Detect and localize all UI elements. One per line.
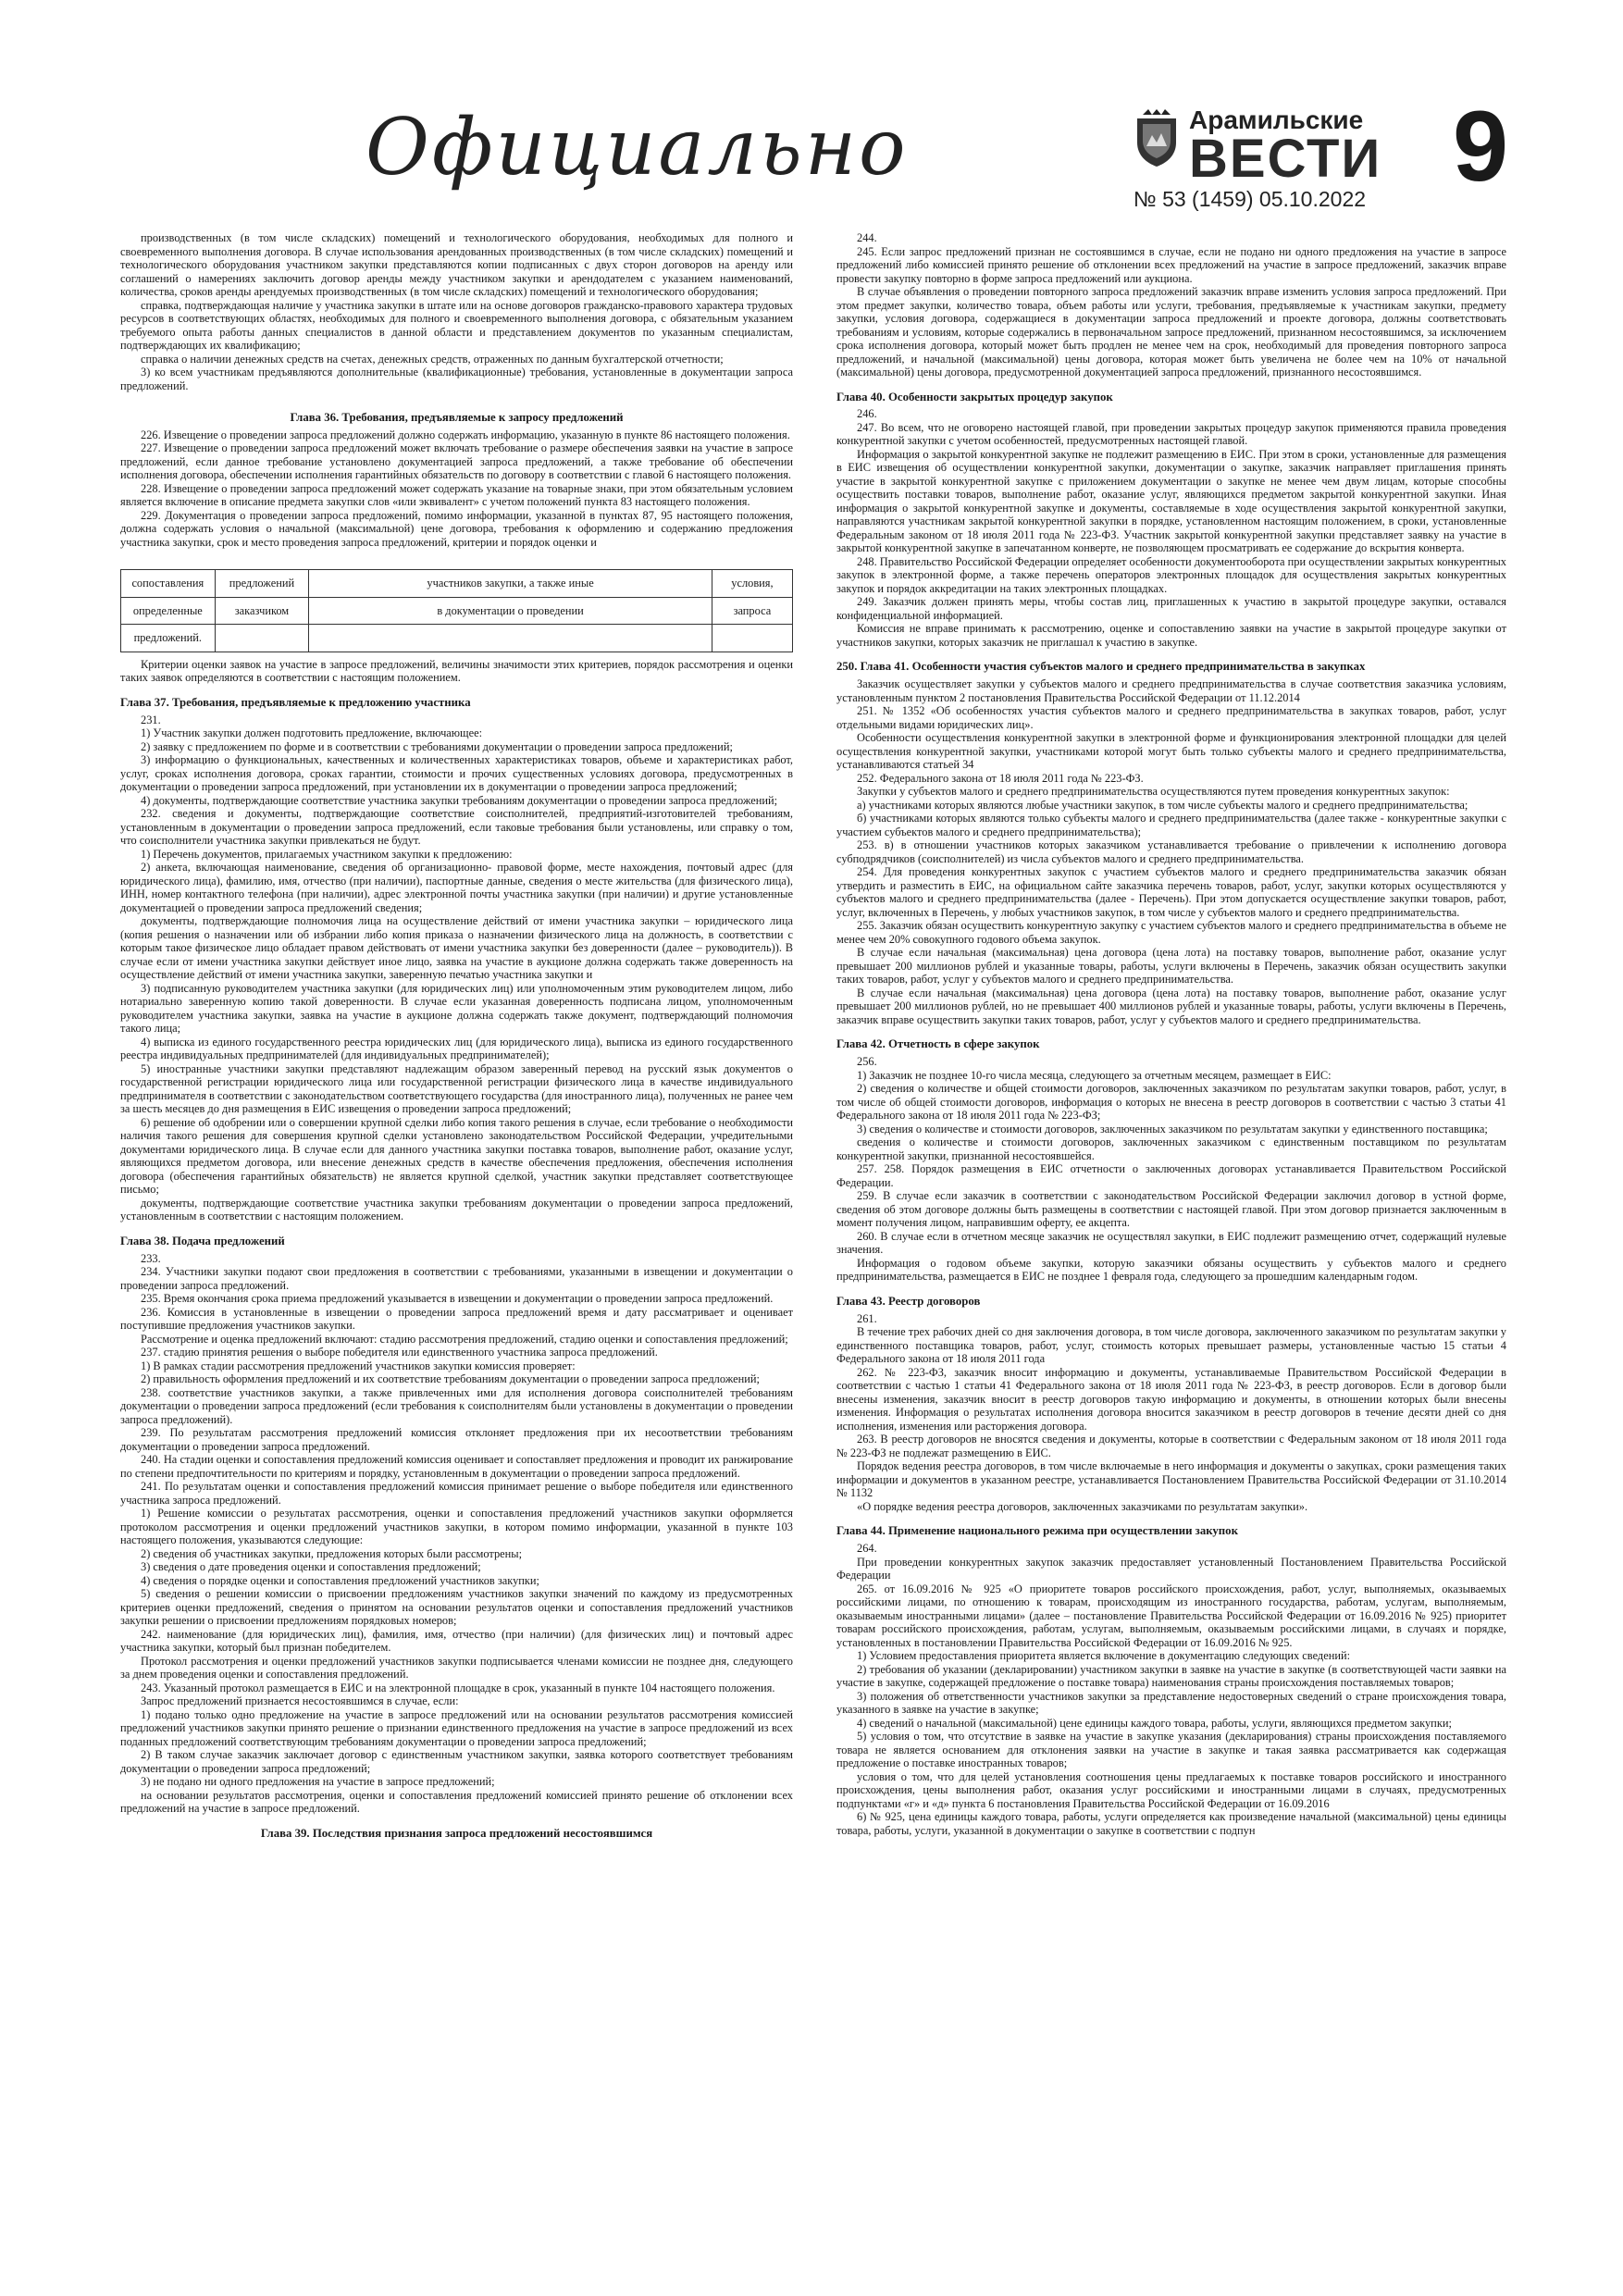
paragraph: 259. В случае если заказчик в соответствии с законодательством Российской Федерации заключил договор в устной форме, сведения об этом договоре должны быть размещены в соответствии с настоящей главой. При этом договор признается заключенным в момент получения лицом, направившим оферту, ее акцепта. — [836, 1189, 1506, 1230]
paragraph: 253. в) в отношении участников которых заказчиком устанавливается требование о привлечении к исполнению договора субподрядчиков (соисполнителей) из числа субъектов малого и среднего предпринимательства. — [836, 838, 1506, 865]
right-column — [836, 231, 1506, 2277]
chapter-44-heading: Глава 44. Применение национального режима при осуществлении закупок — [836, 1524, 1238, 1538]
paragraph: 251. № 1352 «Об особенностях участия субъектов малого и среднего предпринимательства в закупках товаров, работ, услуг отдельными видами юридических лиц». — [836, 704, 1506, 731]
chapter-43-body — [836, 1312, 1506, 1514]
chapter-43-heading: Глава 43. Реестр договоров — [836, 1294, 981, 1308]
table-cell: запроса — [712, 597, 792, 625]
coat-of-arms-icon — [1134, 109, 1180, 167]
paragraph: 238. соответствие участников закупки, а также привлеченных ими для исполнения договора соисполнителей требованиям документации о проведении запроса предложений (если требования к соисполнителям были установлены в документации о проведении запроса предложений). — [120, 1385, 793, 1426]
chapter-40-heading: Глава 40. Особенности закрытых процедур закупок — [836, 390, 1113, 403]
paragraph: 254. Для проведения конкурентных закупок с участием субъектов малого и среднего предпринимательства заказчик обязан утвердить и разместить в ЕИС, на официальном сайте заказчика перечень товаров, работ, услуг, закупки которых осуществляются у субъектов малого и среднего предпринимательства (далее - Перечень). При этом допускается осуществление закупки товаров, работ, услуг, включенных в Перечень, у любых участников закупок, в том числе у субъектов малого и среднего предпринимательства. — [836, 865, 1506, 919]
table-row — [121, 597, 793, 625]
paragraph: 239. По результатам рассмотрения предложений комиссия отклоняет предложения при их несоответствии требованиям документации о проведении запроса предложений. — [120, 1426, 793, 1453]
left-column — [120, 231, 793, 2277]
paragraph: 4) сведений о начальной (максимальной) цене единицы каждого товара, работы, услуги, являющихся предметом закупки; — [857, 1716, 1452, 1730]
table-row — [121, 625, 793, 652]
paragraph: на основании результатов рассмотрения, оценки и сопоставления предложений комиссией принято решение об отклонении всех предложений на участие в запросе предложений. — [120, 1788, 793, 1816]
table-cell: предложений — [215, 570, 309, 598]
paragraph: 3) не подано ни одного предложения на участие в запросе предложений; — [141, 1775, 495, 1789]
paragraph: 257. 258. Порядок размещения в ЕИС отчетности о заключенных договорах устанавливается Правительством Российской Федерации. — [836, 1162, 1506, 1189]
paragraph: документы, подтверждающие соответствие участника закупки требованиям документации о проведении запроса предложений, установленным в соответствии с настоящим положением. — [120, 1196, 793, 1223]
paragraph: 2) В таком случае заказчик заключает договор с единственным участником закупки, заявка которого соответствует требованиям документации о проведении запроса предложений; — [120, 1748, 793, 1775]
paragraph: 3) сведения о количестве и стоимости договоров, заключенных заказчиком по результатам закупки у единственного поставщика; — [857, 1122, 1488, 1136]
paragraph: 1) Участник закупки должен подготовить предложение, включающее: — [141, 726, 483, 740]
paragraph: 1) Условием предоставления приоритета является включение в документацию следующих сведений: — [857, 1649, 1351, 1663]
paragraph: 4) выписка из единого государственного реестра юридических лиц (для юридического лица), выписка из единого государственного реестра индивидуальных предпринимателей (для индивидуальных предпринимателей); — [120, 1035, 793, 1062]
paragraph: 3) подписанную руководителем участника закупки (для юридических лиц) или уполномоченным этим руководителем лицом, либо нотариально заверенную копию такой доверенности. В случае если указанная доверенность подписана лицом, уполномоченным руководителем участника закупки, заявка на участие в аукционе должна содержать также документ, подтверждающий полномочия такого лица; — [120, 981, 793, 1036]
table-cell — [309, 625, 712, 652]
newspaper-logo — [1134, 102, 1411, 231]
paragraph: 2) сведения об участниках закупки, предложения которых были рассмотрены; — [141, 1546, 523, 1560]
paragraph: Запрос предложений признается несостоявшимся в случае, если: — [141, 1694, 459, 1708]
masthead — [0, 0, 1623, 231]
paragraph: 252. Федерального закона от 18 июля 2011 года № 223-ФЗ. — [857, 771, 1144, 785]
chapter-42-heading: Глава 42. Отчетность в сфере закупок — [836, 1037, 1040, 1051]
paragraph: 249. Заказчик должен принять меры, чтобы состав лиц, приглашенных к участию в закрытой процедуре закупки, оставался конфиденциальной информацией. — [836, 595, 1506, 622]
paragraph: 233. — [141, 1251, 161, 1265]
paragraph: 1) Решение комиссии о результатах рассмотрения, оценки и сопоставления предложений участников закупки оформляется протоколом рассмотрения и оценки предложений участников закупки, в котором помимо информации, указанной в пункте 103 настоящего положения, указываются следующие: — [120, 1507, 793, 1547]
paragraph: 2) требования об указании (декларировании) участником закупки в заявке на участие в закупке (в соответствующей части заявки на участие в закупке, содержащей предложение о поставке товара) наименования страны происхождения поставляемых товаров; — [836, 1662, 1506, 1690]
paragraph: 6) решение об одобрении или о совершении крупной сделки либо копия такого решения в случае, если требование о необходимости наличия такого решения для совершения крупной сделки установлено законодательством Российской Федерации, учредительными документами юридического лица. В случае если для данного участника закупки поставка товаров, выполнение работ, оказание услуг, являющихся предметом договора, или внесение денежных средств в качестве обеспечения предложения, обеспечения исполнения договора (обеспечения гарантийных обязательств) не является крупной сделкой, участник закупки представляет соответствующее письмо; — [120, 1115, 793, 1197]
table-cell — [215, 625, 309, 652]
paragraph: Рассмотрение и оценка предложений включают: стадию рассмотрения предложений, стадию оценки и сопоставления предложений; — [141, 1332, 788, 1346]
paragraph: 246. — [857, 407, 877, 421]
paragraph: При проведении конкурентных закупок заказчик предоставляет установленный Постановлением Правительства Российской Федерации — [836, 1555, 1506, 1582]
page-number: 9 — [1453, 90, 1509, 202]
paragraph: б) участниками которых являются только субъекты малого и среднего предпринимательства (далее также - конкурентные закупки с участием субъектов малого и среднего предпринимательства); — [836, 812, 1506, 838]
chapter-44-body — [836, 1542, 1506, 1837]
paragraph: 243. Указанный протокол размещается в ЕИС и на электронной площадке в срок, указанный в пункте 104 настоящего положения. — [141, 1681, 775, 1694]
paragraph: справка о наличии денежных средств на счетах, денежных средств, отраженных по данным бухгалтерской отчетности; — [141, 352, 724, 366]
paragraph: 261. — [857, 1311, 877, 1325]
paragraph: 3) положения об ответственности участников закупки за представление недостоверных сведений о стране происхождения товара, указанного в заявке на участие в закупке; — [836, 1689, 1506, 1717]
paragraph: 226. Извещение о проведении запроса предложений должно содержать информацию, указанную в пункте 86 настоящего положения. — [141, 428, 790, 441]
paragraph: «О порядке ведения реестра договоров, заключенных заказчиками по результатам закупки». — [857, 1499, 1308, 1513]
paragraph: Комиссия не вправе принимать к рассмотрению, оценке и сопоставлению заявки на участие в закрытой процедуре закупки от участников закупки, которых заказчик не приглашал к участию в закупке. — [836, 622, 1506, 649]
chapter-39-heading: Глава 39. Последствия признания запроса предложений несостоявшимся — [260, 1826, 653, 1840]
paragraph: 247. Во всем, что не оговорено настоящей главой, при проведении закрытых процедур закупок применяются правила проведения конкурентной закупки с учетом особенностей, предусмотренных настоящей главой. — [836, 420, 1506, 448]
paragraph: 264. — [857, 1542, 877, 1556]
issue-number-date: № 53 (1459) 05.10.2022 — [1134, 187, 1367, 211]
paragraph: 6) № 925, цена единицы каждого товара, работы, услуги определяется как произведение начальной (максимальной) цены единицы товара, работы, услуги, указанной в документации о закупке в соответствии с подпун — [836, 1810, 1506, 1837]
paragraph: 5) иностранные участники закупки представляют надлежащим образом заверенный перевод на русский язык документов о государственной регистрации юридического лица или государственной регистрации физического лица в качестве индивидуального предпринимателя в соответствии с законодательством соответствующего государства (для иностранного лица), полученных не ранее чем за шесть месяцев до дня размещения в ЕИС извещения о проведении запроса предложений; — [120, 1061, 793, 1116]
paragraph: 3) ко всем участникам предъявляются дополнительные (квалификационные) требования, установленные в документации запроса предложений. — [120, 366, 793, 392]
paragraph: а) участниками которых являются любые участники закупок, в том числе субъекты малого и среднего предпринимательства; — [857, 798, 1468, 812]
paragraph: 244. — [857, 231, 877, 244]
paragraph: 263. В реестр договоров не вносятся сведения и документы, которые в соответствии с Федеральным законом от 18 июля 2011 года № 223-ФЗ не подлежат размещению в ЕИС. — [836, 1433, 1506, 1459]
table-cell: определенные — [121, 597, 216, 625]
paragraph: 241. По результатам оценки и сопоставления предложений комиссия принимает решение о выборе победителя или единственного участника запроса предложений. — [120, 1480, 793, 1507]
paragraph: 4) документы, подтверждающие соответствие участника закупки требованиям документации о проведении запроса предложений; — [141, 793, 778, 807]
chapter-38-heading: Глава 38. Подача предложений — [120, 1234, 285, 1247]
paragraph: 227. Извещение о проведении запроса предложений может включать требование о размере обеспечения заявки на участие в запросе предложений, если данное требование установлено документацией запроса предложений, а также требование об обеспечении исполнения договора, обеспечении исполнения гарантийных обязательств по договору в соответствии с главой 6 настоящего положения. — [120, 441, 793, 482]
paragraph: 232. сведения и документы, подтверждающие соответствие соисполнителей, предприятий-изготовителей требованиям, установленным в документации о проведении запроса предложений, если таковые требования были установлены, или справку о том, что соисполнители участника закупки привлекаться не будут. — [120, 807, 793, 848]
paragraph: 265. от 16.09.2016 № 925 «О приоритете товаров российского происхождения, работ, услуг, выполняемых, оказываемых российскими лицами, по отношению к товарам, происходящим из иностранного государства, работам, услугам, выполняемым, оказываемым иностранными лицами» (далее – постановление Правительства Российской Федерации от 16.09.2016 № 925) приоритет товарам российского происхождения, работам, услугам, выполняемым, оказываемым российскими лицами, в случаях и порядке, установленных в постановлении Правительства Российской Федерации от 16.09.2016 № 925. — [836, 1582, 1506, 1649]
paragraph: 1) Перечень документов, прилагаемых участником закупки к предложению: — [141, 847, 513, 861]
right-intro — [836, 231, 1506, 379]
chapter-37-body — [120, 714, 793, 1223]
paragraph: 1) В рамках стадии рассмотрения предложений участников закупки комиссия проверяет: — [141, 1359, 576, 1372]
paragraph: 228. Извещение о проведении запроса предложений может содержать указание на товарные знаки, при этом обязательным условием является включение в описание предмета закупки слов «или эквивалент» с учетом положений пункта 83 настоящего положения. — [120, 481, 793, 509]
table-cell — [712, 625, 792, 652]
left-intro — [120, 231, 793, 392]
table-cell: сопоставления — [121, 570, 216, 598]
paragraph: Информация о закрытой конкурентной закупке не подлежит размещению в ЕИС. При этом в сроки, установленные для размещения в ЕИС извещения об осуществлении конкурентной закупки, документации о закупке, заказчик направляет приглашения принять участие в закрытой конкурентной закупке с приложением документации о закупке не менее чем двум лицам, которые способны осуществить поставки товаров, выполнение работ, оказание услуг, являющихся предметом закрытой конкурентной закупки. Иная информация о закрытой конкурентной закупке и документы, составляемые в ходе осуществления закрытой конкурентной закупки, направляются участникам закрытой конкурентной закупки в порядке, установленном настоящим положением, в сроки, установленные Федеральным законом от 18 июля 2011 года № 223-ФЗ. Участник закрытой конкурентной закупки представляет заявку на участие в закрытой конкурентной закупке в запечатанном конверте, не позволяющем просматривать ее содержание до вскрытия конверта. — [836, 447, 1506, 555]
paragraph: 234. Участники закупки подают свои предложения в соответствии с требованиями, указанными в извещении и документации о проведении запроса предложений. — [120, 1265, 793, 1292]
paragraph: производственных (в том числе складских) помещений и технологического оборудования, необходимых для полного и своевременного выполнения договора. В случае использования арендованных производственных (в том числе складских) помещений и технологического оборудования участником закупки представляются копии подписанных с двух сторон договоров на аренду или соглашений о намерениях заключить договор аренды между участником закупки и арендодателем с указанием наименований, количества, сроков аренды арендуемых производственных (в том числе складских) помещений и технологического оборудования; — [120, 231, 793, 298]
paragraph: документы, подтверждающие полномочия лица на осуществление действий от имени участника закупки – юридического лица (копия решения о назначении или об избрании либо копия приказа о назначении физического лица на должность, в соответствии с которым такое физическое лицо обладает правом действовать от имени участника закупки без доверенности (далее – руководитель)). В случае если от имени участника закупки действует иное лицо, заявка на участие в аукционе должна содержать также доверенность на осуществление действий от имени участника закупки, заверенную печатью участника закупки и — [120, 914, 793, 982]
table-cell: участников закупки, а также иные — [309, 570, 712, 598]
paragraph: 255. Заказчик обязан осуществить конкурентную закупку с участием субъектов малого и среднего предпринимательства в объеме не менее чем 20% совокупного годового объема закупок. — [836, 919, 1506, 946]
chapter-37-heading: Глава 37. Требования, предъявляемые к предложению участника — [120, 695, 471, 709]
chapter-36-body — [120, 428, 793, 550]
paragraph: В течение трех рабочих дней со дня заключения договора, в том числе договора, заключенного заказчиком по результатам закупки у единственного поставщика товаров, работ, услуг, стоимость которых превышает размеры, установленные частью 15 статьи 4 Федерального закона от 18 июля 2011 года — [836, 1325, 1506, 1366]
paragraph: 3) информацию о функциональных, качественных и количественных характеристиках товаров, объеме и характеристиках работ, услуг, сроках исполнения договора, сроках гарантии, стоимости и прочих существенных условиях договора, предусмотренных в документации о проведении запроса предложений, при установлении их в документации о проведении запроса предложений; — [120, 753, 793, 794]
paragraph: 2) сведения о количестве и общей стоимости договоров, заключенных заказчиком по результатам закупки товаров, работ, услуг, в том числе об общей стоимости договоров, информация о которых не внесена в реестр договоров в соответствии с частью 3 статьи 41 Федерального закона от 18 июля 2011 года № 223-ФЗ; — [836, 1082, 1506, 1123]
chapter-41-body — [836, 677, 1506, 1026]
paragraph: Порядок ведения реестра договоров, в том числе включаемые в него информация и документы о закупках, сроки размещения таких информации и документов в указанном реестре, устанавливается Постановлением Правительства Российской Федерации от 31.10.2014 № 1132 — [836, 1459, 1506, 1500]
paragraph: В случае объявления о проведении повторного запроса предложений заказчик вправе изменить условия запроса предложений. При этом предмет закупки, количество товара, объем работы или услуги, требования, предъявляемые к участникам закупки, предмету закупки, условия договора, содержащиеся в документации запроса предложений и проекте договора, должны соответствовать требованиям и условиям, которые содержались в первоначальном запросе предложений, признанном несостоявшимся, за исключением срока исполнения договора, который может быть продлен не менее чем на срок, необходимый для проведения повторного запроса предложений, и начальной (максимальной) цены договора, которая может быть увеличена не более чем на 10% от начальной (максимальной) цены договора, предусмотренной документацией запроса предложений, признанного несостоявшимся. — [836, 285, 1506, 379]
section-title: Официально — [365, 102, 909, 192]
paragraph: В случае если начальная (максимальная) цена договора (цена лота) на поставку товаров, выполнение работ, оказание услуг превышает 200 миллионов рублей и указанные товары, работы, услуги включены в Перечень, заказчик обязан осуществить закупки таких товаров, работ, услуг у субъектов малого и среднего предпринимательства. — [836, 946, 1506, 987]
paragraph: 4) сведения о порядке оценки и сопоставления предложений участников закупки; — [141, 1573, 539, 1587]
paragraph: 1) подано только одно предложение на участие в запросе предложений или на основании результатов рассмотрения комиссией предложений участников закупки принято решение о признании единственного предложения на участие в запросе предложений из всех поданных предложений соответствующим требованиям документации о проведении запроса предложений; — [120, 1707, 793, 1748]
paragraph: 5) условия о том, что отсутствие в заявке на участие в закупке указания (декларирования) страны происхождения поставляемого товара не является основанием для отклонения заявки на участие в закупке и такая заявка рассматривается как содержащая предложение о поставке иностранных товаров; — [836, 1730, 1506, 1770]
paragraph: Закупки у субъектов малого и среднего предпринимательства осуществляются путем проведения конкурентных закупок: — [857, 785, 1450, 799]
table-row — [121, 570, 793, 598]
chapter-41-heading: 250. Глава 41. Особенности участия субъектов малого и среднего предпринимательства в закупках — [836, 660, 1366, 674]
paragraph: 229. Документация о проведении запроса предложений, помимо информации, указанной в пунктах 87, 95 настоящего положения, должна содержать условия о начальной (максимальной) цене договора, требования к оформлению и содержанию предложения участника закупки, срок и место проведения запроса предложений, критерии и порядок оценки и — [120, 508, 793, 549]
table-cell: условия, — [712, 570, 792, 598]
paragraph: Протокол рассмотрения и оценки предложений участников закупки подписывается членами комиссии не позднее дня, следующего за днем проведения оценки и сопоставления предложений. — [120, 1654, 793, 1682]
paragraph: 245. Если запрос предложений признан не состоявшимся в случае, если не подано ни одного предложения на участие в запросе предложений либо комиссией принято решение об отклонении всех предложений на участие в запросе предложений, заказчик вправе провести закупку повторно в форме запроса предложений или аукциона. — [836, 244, 1506, 285]
paragraph: Особенности осуществления конкурентной закупки в электронной форме и функционирования электронной площадки для целей осуществления конкурентной закупки, участниками которой могут быть только субъекты малого и среднего предпринимательства, устанавливаются статьей 34 — [836, 731, 1506, 772]
paragraph: 5) сведения о решении комиссии о присвоении предложениям участников закупки значений по каждому из предусмотренных критериев оценки предложений, сведения о принятом на основании результатов оценки и сопоставления предложений участников закупки решении о присвоении предложениям порядковых номеров; — [120, 1587, 793, 1628]
paragraph: справка, подтверждающая наличие у участника закупки в штате или на основе договоров гражданско-правового характера трудовых ресурсов в соответствующих областях, необходимых для полного и своевременного выполнения договора, с обязательным указанием требуемого опыта работы данных специалистов в данной области и представлением документов по указанным специалистам, подтверждающих их квалификацию; — [120, 298, 793, 352]
paragraph: 240. На стадии оценки и сопоставления предложений комиссия оценивает и сопоставляет предложения и проводит их ранжирование по степени предпочтительности по критериям и порядку, установленным в документации о проведении запроса предложений. — [120, 1453, 793, 1480]
paragraph: 256. — [857, 1055, 877, 1069]
paragraph: 262. № 223-ФЗ, заказчик вносит информацию и документы, устанавливаемые Правительством Российской Федерации в соответствии с частью 1 статьи 41 Федерального закона от 18 июля 2011 года № 223-ФЗ, в реестр договоров. Если в договор были внесены изменения, заказчик вносит в реестр договоров такую информацию и документы, в отношении которых были внесены изменения. Информация о результатах исполнения договора вносится заказчиком в реестр договоров в течение десяти дней со дня исполнения, изменения или расторжения договора. — [836, 1365, 1506, 1433]
paragraph: 235. Время окончания срока приема предложений указывается в извещении и документации о проведении запроса предложений. — [141, 1292, 774, 1306]
paragraph: 3) сведения о дате проведения оценки и сопоставления предложений; — [141, 1560, 481, 1574]
paragraph: 237. стадию принятия решения о выборе победителя или единственного участника запроса предложений. — [141, 1346, 658, 1359]
after-table-text: Критерии оценки заявок на участие в запросе предложений, величины значимости этих критериев, порядок рассмотрения и оценки таких заявок определяются в соответствии с настоящим положением. — [120, 657, 793, 685]
paragraph: 248. Правительство Российской Федерации определяет особенности документооборота при осуществлении закрытых конкурентных закупок в электронной форме, а также перечень операторов электронных площадок для осуществления закрытых конкурентных закупок и порядок аккредитации на таких электронных площадках. — [836, 554, 1506, 595]
paragraph: Информация о годовом объеме закупки, которую заказчики обязаны осуществить у субъектов малого и среднего предпринимательства, размещается в ЕИС не позднее 1 февраля года, следующего за прошедшим календарным годом. — [836, 1256, 1506, 1284]
brand-name-main: ВЕСТИ — [1189, 129, 1382, 189]
paragraph: 2) правильность оформления предложений и их соответствие требованиям документации о проведении запроса предложений; — [141, 1372, 760, 1386]
table-cell: в документации о проведении — [309, 597, 712, 625]
criteria-table — [120, 569, 793, 652]
chapter-40-body — [836, 407, 1506, 649]
paragraph: В случае если начальная (максимальная) цена договора (цена лота) на поставку товаров, выполнение работ, оказание услуг превышает 200 миллионов рублей, но не превышает 400 миллионов рублей и указанные товары, работы, услуги включены в Перечень, заказчик вправе осуществить закупки таких товаров, работ, услуг у субъектов малого и среднего предпринимательства. — [836, 986, 1506, 1026]
brand-name-top: Арамильские — [1189, 105, 1364, 134]
chapter-38-body — [120, 1252, 793, 1816]
paragraph: 231. — [141, 713, 161, 726]
paragraph: условия о том, что для целей установления соотношения цены предлагаемых к поставке товаров российского и иностранного происхождения, цены выполнения работ, оказания услуг российскими и иностранными лицами в случаях, предусмотренных подпунктами «г» и «д» пункта 6 постановления Правительства Российской Федерации от 16.09.2016 — [836, 1769, 1506, 1810]
table-cell: предложений. — [121, 625, 216, 652]
chapter-36-heading: Глава 36. Требования, предъявляемые к запросу предложений — [290, 411, 624, 424]
paragraph: 260. В случае если в отчетном месяце заказчик не осуществлял закупки, в ЕИС подлежит размещению отчет, содержащий нулевые значения. — [836, 1229, 1506, 1257]
paragraph: сведения о количестве и стоимости договоров, заключенных заказчиком с единственным поставщиком по результатам конкурентной закупки, признанной несостоявшейся. — [836, 1136, 1506, 1162]
chapter-42-body — [836, 1055, 1506, 1284]
paragraph: 236. Комиссия в установленные в извещении о проведении запроса предложений время и дату рассматривает и оценивает поступившие предложения участников закупки. — [120, 1305, 793, 1333]
paragraph: 2) анкета, включающая наименование, сведения об организационно- правовой форме, месте нахождения, почтовый адрес (для юридического лица), фамилию, имя, отчество (при наличии), паспортные данные, сведения о месте жительства (для физического лица), ИНН, номер контактного телефона (при наличии), адрес электронной почты участника закупки (при наличии) и другие установленные документацией о проведении запроса предложений сведения; — [120, 861, 793, 914]
paragraph: 2) заявку с предложением по форме и в соответствии с требованиями документации о проведении запроса предложений; — [141, 739, 733, 753]
paragraph: 1) Заказчик не позднее 10-го числа месяца, следующего за отчетным месяцем, размещает в ЕИС: — [857, 1068, 1332, 1082]
paragraph: Заказчик осуществляет закупки у субъектов малого и среднего предпринимательства в случае соответствия заказчика условиям, установленным пунктом 2 постановления Правительства Российской Федерации от 11.12.2014 — [836, 677, 1506, 704]
paragraph: 242. наименование (для юридических лиц), фамилия, имя, отчество (при наличии) (для физических лиц) и почтовый адрес участника закупки, который был признан победителем. — [120, 1627, 793, 1655]
table-cell: заказчиком — [215, 597, 309, 625]
